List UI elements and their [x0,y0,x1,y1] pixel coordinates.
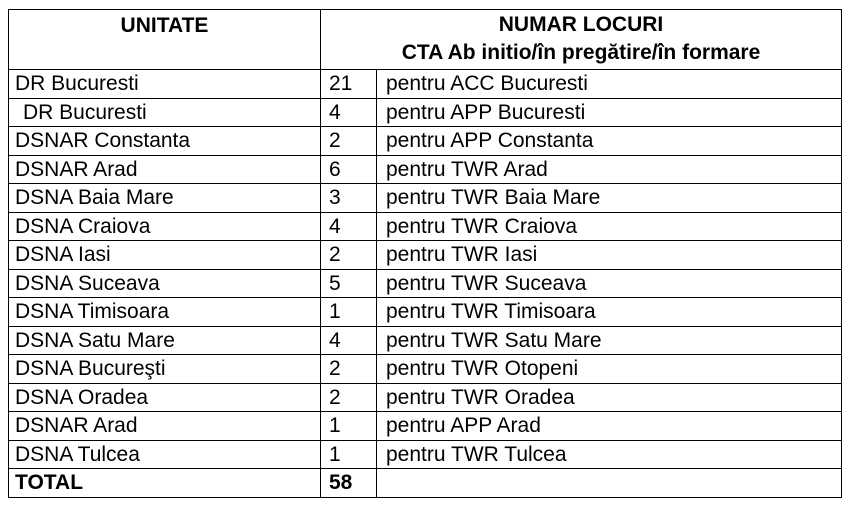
total-count: 58 [321,469,377,498]
cell-unit: DSNA Suceava [9,269,321,298]
header-positions-subtitle: CTA Ab initio/în pregătire/în formare [401,41,761,64]
header-unit: UNITATE [9,10,321,70]
cell-count: 2 [321,383,377,412]
table-row [9,412,842,441]
table-row [9,70,842,99]
cell-count: 2 [321,355,377,384]
table-row [9,269,842,298]
cell-unit: DSNAR Arad [9,412,321,441]
cell-count: 3 [321,184,377,213]
cell-unit: DSNA Craiova [9,212,321,241]
total-label: TOTAL [9,469,321,498]
cell-unit: DR Bucuresti [9,70,321,99]
positions-table [8,9,842,498]
cell-unit: DSNA Satu Mare [9,326,321,355]
table-row [9,184,842,213]
cell-destination: pentru APP Bucuresti [377,98,842,127]
cell-count: 2 [321,241,377,270]
cell-unit: DSNA Tulcea [9,440,321,469]
table-row [9,155,842,184]
table-row [9,127,842,156]
table-row [9,298,842,327]
cell-count: 6 [321,155,377,184]
header-positions [321,10,842,70]
total-destination [377,469,842,498]
cell-count: 4 [321,212,377,241]
cell-unit: DSNA Iasi [9,241,321,270]
table-total-row [9,469,842,498]
table-row [9,212,842,241]
cell-unit: DSNA Bucureşti [9,355,321,384]
cell-destination: pentru TWR Craiova [377,212,842,241]
cell-unit: DSNA Oradea [9,383,321,412]
cell-destination: pentru TWR Baia Mare [377,184,842,213]
cell-count: 1 [321,298,377,327]
cell-count: 4 [321,98,377,127]
cell-unit: DSNAR Constanta [9,127,321,156]
table-row [9,241,842,270]
cell-count: 21 [321,70,377,99]
cell-destination: pentru TWR Tulcea [377,440,842,469]
table-row [9,326,842,355]
cell-count: 1 [321,412,377,441]
cell-unit: DSNAR Arad [9,155,321,184]
cell-destination: pentru APP Constanta [377,127,842,156]
cell-count: 1 [321,440,377,469]
table-header-row [9,10,842,70]
cell-destination: pentru TWR Otopeni [377,355,842,384]
cell-destination: pentru TWR Suceava [377,269,842,298]
document-page [8,9,842,498]
cell-destination: pentru APP Arad [377,412,842,441]
table-row [9,98,842,127]
cell-destination: pentru TWR Iasi [377,241,842,270]
table-row [9,383,842,412]
cell-destination: pentru TWR Satu Mare [377,326,842,355]
table-row [9,440,842,469]
cell-destination: pentru TWR Oradea [377,383,842,412]
cell-unit: DSNA Timisoara [9,298,321,327]
cell-unit: DR Bucuresti [9,98,321,127]
cell-unit: DSNA Baia Mare [9,184,321,213]
cell-destination: pentru TWR Timisoara [377,298,842,327]
table-row [9,355,842,384]
cell-count: 5 [321,269,377,298]
cell-destination: pentru ACC Bucuresti [377,70,842,99]
cell-destination: pentru TWR Arad [377,155,842,184]
cell-count: 4 [321,326,377,355]
cell-count: 2 [321,127,377,156]
header-positions-title: NUMAR LOCURI [498,13,664,36]
